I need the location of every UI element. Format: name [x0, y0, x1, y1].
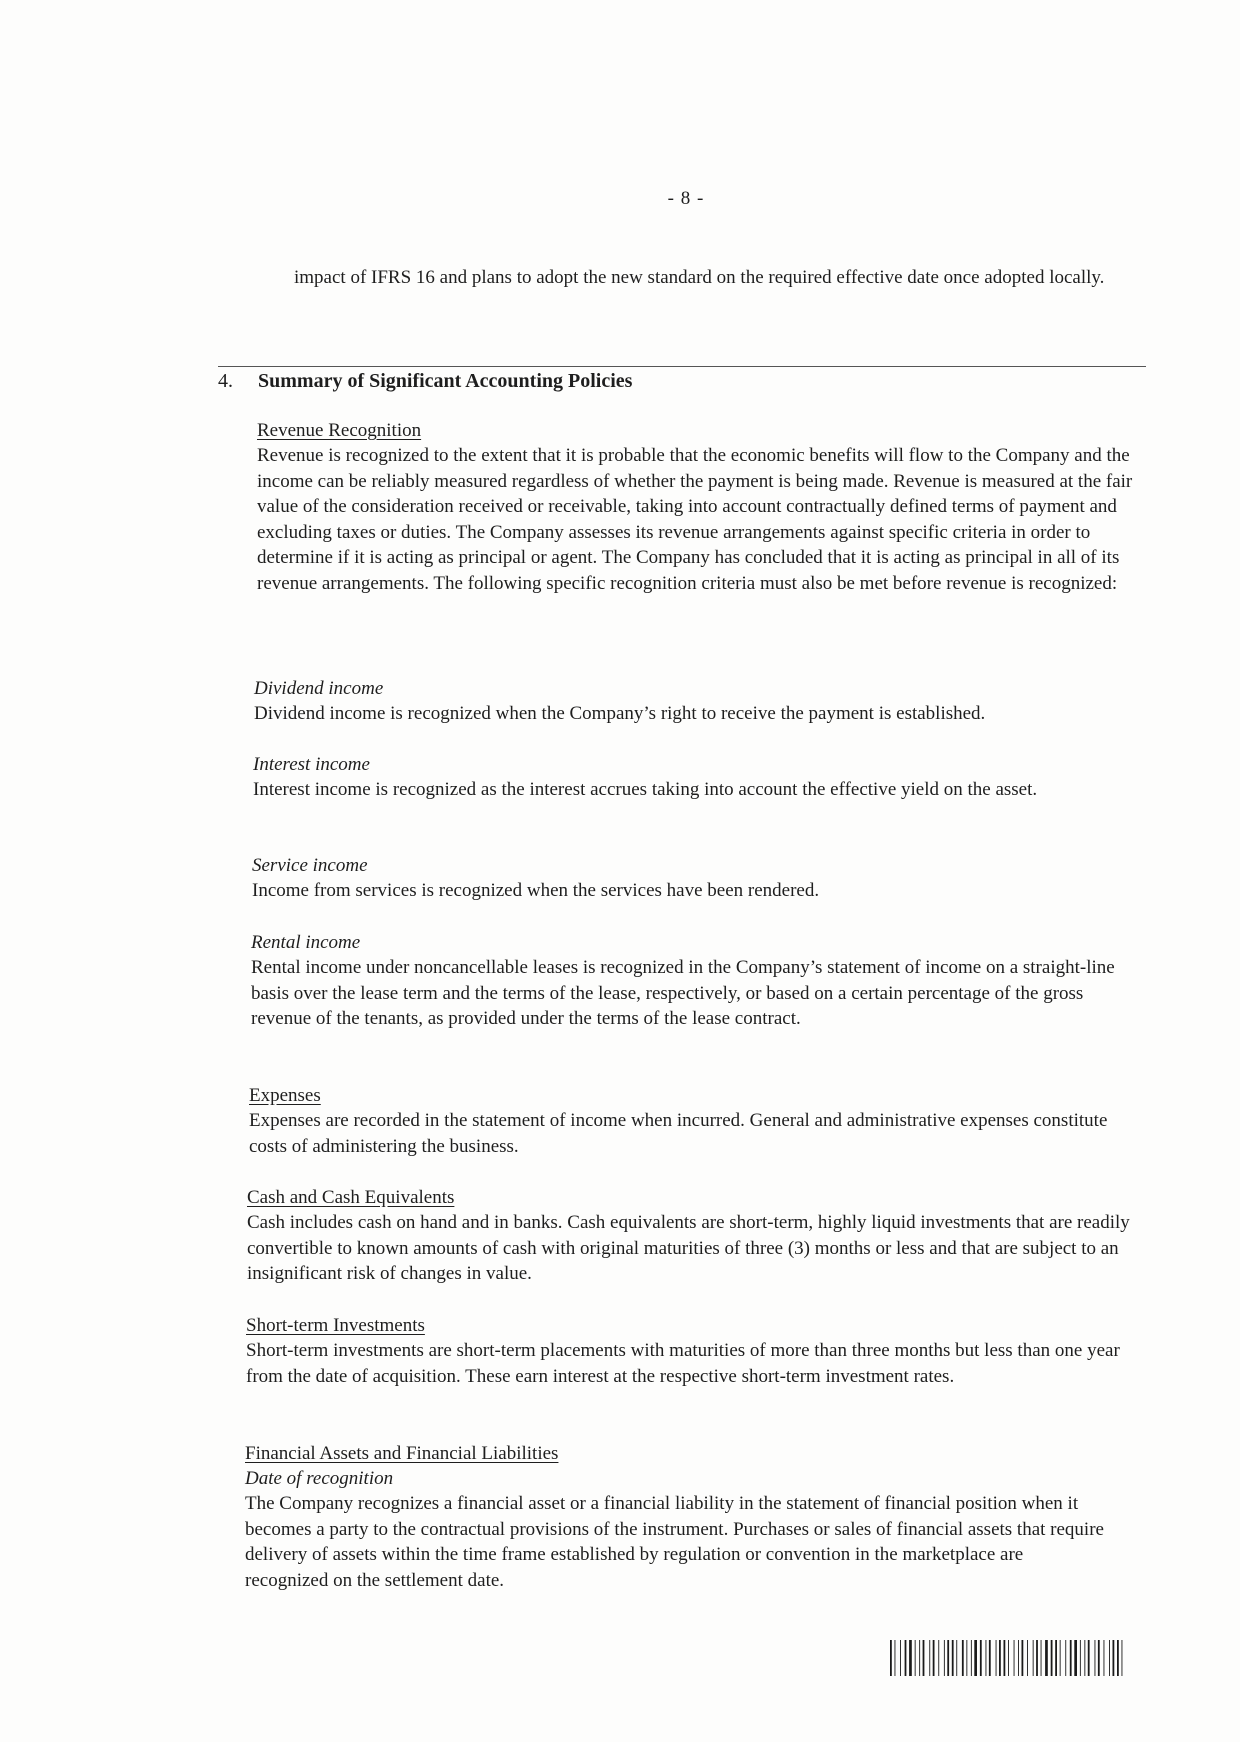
section-number: 4.: [218, 370, 233, 392]
expenses-heading: Expenses: [249, 1085, 321, 1106]
short-term-investments-heading: Short-term Investments: [246, 1315, 425, 1336]
rental-income-body: Rental income under noncancellable leases is recognized in the Company’s statement of income on a straight-line basis over the lease term and the terms of the lease, respectively, or based on a certain percentage of the gross revenue of the tenants, as provided under the terms of the lease contract.: [251, 957, 1115, 1029]
cash-equivalents-body: Cash includes cash on hand and in banks. Cash equivalents are short-term, highly liquid investments that are readily convertible to known amounts of cash with original maturities of three (3) months or less and that are subject to an insignificant risk of changes in value.: [247, 1212, 1130, 1284]
service-income-body: Income from services is recognized when the services have been rendered.: [252, 880, 820, 901]
service-income-heading: Service income: [252, 855, 368, 876]
rental-income-heading: Rental income: [251, 932, 361, 953]
intro-paragraph: impact of IFRS 16 and plans to adopt the new standard on the required effective date once adopted locally.: [294, 267, 1105, 288]
dividend-income-body: Dividend income is recognized when the Company’s right to receive the payment is established.: [254, 703, 986, 724]
section-divider: [218, 366, 1146, 367]
short-term-investments-body: Short-term investments are short-term placements with maturities of more than three months but less than one year from the date of acquisition. These earn interest at the respective short-term investment rates.: [246, 1340, 1120, 1387]
cash-equivalents-block: [247, 1185, 1142, 1287]
section-heading: [218, 370, 632, 393]
revenue-recognition-block: [257, 418, 1137, 596]
interest-income-heading: Interest income: [253, 754, 370, 775]
financial-assets-body: The Company recognizes a financial asset or a financial liability in the statement of financial position when it becomes a party to the contractual provisions of the instrument. Purchases or sales of financial assets that require delivery of assets within the time frame established by regulation or convention in the marketplace are recognized on the settlement date.: [245, 1493, 1104, 1591]
expenses-body: Expenses are recorded in the statement of income when incurred. General and administrative expenses constitute costs of administering the business.: [249, 1110, 1108, 1157]
financial-assets-subheading: Date of recognition: [245, 1468, 394, 1489]
cash-equivalents-heading: Cash and Cash Equivalents: [247, 1187, 455, 1208]
expenses-block: [249, 1083, 1109, 1159]
financial-assets-block: [245, 1441, 1105, 1593]
dividend-income-heading: Dividend income: [254, 678, 384, 699]
interest-income-block: [253, 752, 1133, 803]
section-title: Summary of Significant Accounting Policies: [258, 370, 633, 392]
service-income-block: [252, 853, 1132, 904]
dividend-income-block: [254, 676, 1144, 727]
financial-assets-heading: Financial Assets and Financial Liabilities: [245, 1443, 559, 1464]
page-number: - 8 -: [667, 188, 705, 209]
rental-income-block: [251, 930, 1123, 1032]
revenue-recognition-heading: Revenue Recognition: [257, 420, 422, 441]
barcode-icon: [888, 1640, 1128, 1676]
revenue-recognition-body: Revenue is recognized to the extent that it is probable that the economic benefits will flow to the Company and the income can be reliably measured regardless of whether the payment is being made. Revenue is measured at the fair value of the consideration received or receivable, taking into account contractually defined terms of payment and excluding taxes or duties. The Company assesses its revenue arrangements against specific criteria in order to determine if it is acting as principal or agent. The Company has concluded that it is acting as principal in all of its revenue arrangements. The following specific recognition criteria must also be met before revenue is recognized:: [257, 445, 1133, 594]
short-term-investments-block: [246, 1313, 1126, 1389]
interest-income-body: Interest income is recognized as the interest accrues taking into account the effective yield on the asset.: [253, 779, 1038, 800]
